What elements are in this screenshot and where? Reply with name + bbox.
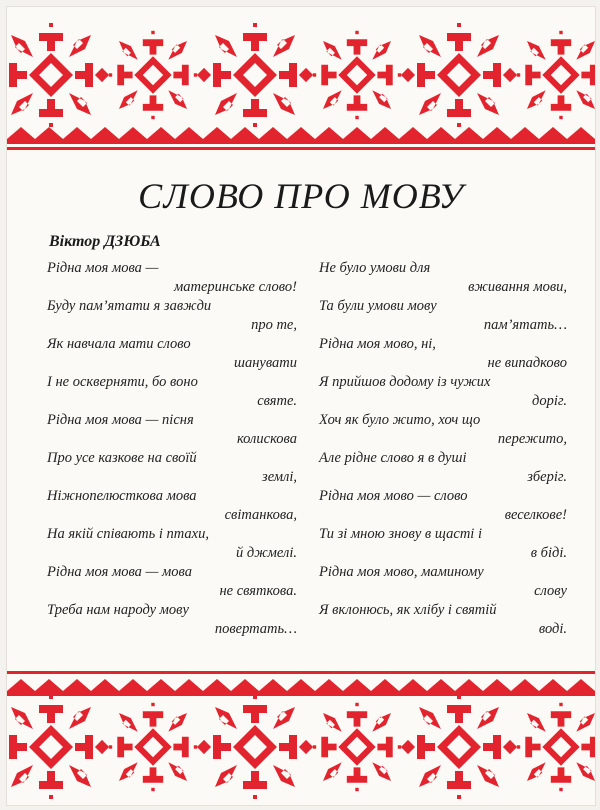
page (6, 6, 596, 806)
poem-line: колискова (236, 431, 297, 447)
poem-line: Не було умови для (319, 260, 431, 276)
poem-line: Рідна моя мово, ні, (319, 336, 436, 352)
poem-line: Та були умови мову (319, 298, 437, 314)
embroidery-border-top (7, 19, 595, 159)
poem-line: слову (534, 583, 567, 599)
author-name: Віктор ДЗЮБА (49, 233, 161, 250)
poem-line: Рідна моя мова — мова (47, 564, 193, 580)
poem-line: Я прийшов додому із чужих (319, 374, 491, 390)
poem-line: Але рідне слово я в душі (319, 450, 467, 466)
poem-line: Як навчала мати слово (47, 336, 191, 352)
poem-line: вживання мови, (468, 279, 567, 295)
poem-line: Рідна моя мово, маминому (319, 564, 484, 580)
poem-line: шанувати (234, 355, 297, 371)
poem-line: пам’ятать… (483, 317, 567, 333)
poem-line: світанкова, (224, 507, 297, 523)
poem-line: воді. (538, 621, 567, 637)
poem-column-left (47, 259, 297, 639)
poem-line: Ти зі мною знову в щасті і (319, 526, 482, 542)
poem-line: не випадково (487, 355, 567, 371)
poem-line: в біді. (530, 545, 567, 561)
embroidery-border-bottom (7, 669, 595, 799)
poem-line: зберіг. (527, 469, 567, 485)
poem-line: святе. (257, 393, 297, 409)
poem-line: доріг. (532, 393, 567, 409)
poem-line: пережито, (497, 431, 567, 447)
poem-line: Буду пам’ятати я завжди (47, 298, 212, 314)
poem-line: І не оскверняти, бо воно (47, 374, 198, 390)
poem-line: про те, (251, 317, 297, 333)
poem-line: не святкова. (219, 583, 297, 599)
poem-line: На якій співають і птахи, (47, 526, 209, 542)
page-title: СЛОВО ПРО МОВУ (138, 176, 464, 216)
poem-column-right (319, 259, 567, 639)
poem-line: Хоч як було жито, хоч що (319, 412, 481, 428)
poem-line: Про усе казкове на своїй (47, 450, 197, 466)
poem-line: Треба нам народу мову (47, 602, 189, 618)
poem-line: веселкове! (504, 507, 567, 523)
poem-line: Ніжнопелюсткова мова (47, 488, 197, 504)
poem-line: материнське слово! (174, 279, 297, 295)
poem-line: Я вклонюсь, як хлібу і святій (319, 602, 497, 618)
poem-line: землі, (262, 469, 297, 485)
poem-line: Рідна моя мово — слово (319, 488, 468, 504)
poem-line: повертать… (214, 621, 297, 637)
poem-line: й джмелі. (235, 545, 297, 561)
poem-line: Рідна моя мова — (47, 260, 159, 276)
poem-line: Рідна моя мова — пісня (47, 412, 194, 428)
